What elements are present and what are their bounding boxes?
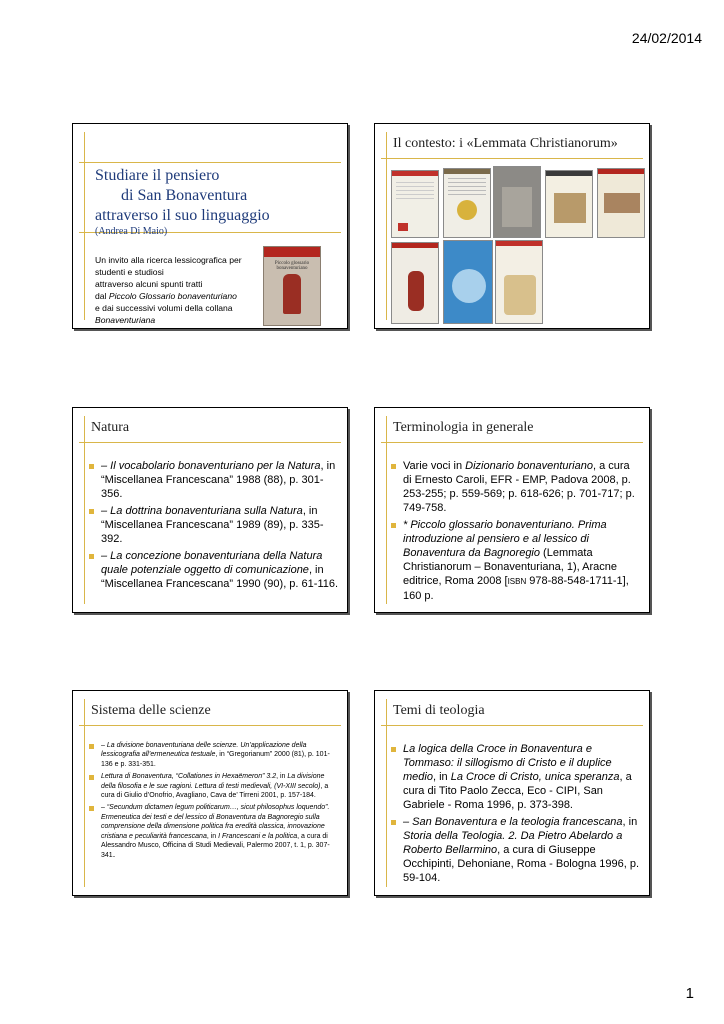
desc-line [95,290,265,302]
item-text: , a cura di Tito Paolo Zecca, Eco - CIPI, San Gabriele - Roma 1996, p. 373-398. [403,771,632,811]
title-line-1: Studiare il pensiero [95,167,220,184]
slide-title [95,166,270,226]
item-title: Storia della Teologia. 2. Da Pietro Abelardo a Roberto Bellarmino [403,830,623,856]
list-item [89,549,339,591]
item-title: I Francescani e la politica [218,832,298,840]
slide-temi-teologia [374,690,650,896]
accent-vertical-line [386,416,387,604]
item-text: , in “Miscellanea Francescana” 1989 (89), p. 335-392. [101,505,324,545]
list-item [391,518,641,603]
list-item [89,741,339,769]
book-cover-image [493,166,541,238]
item-text: , in [622,816,638,828]
item-text: (Lemmata Christianorum – Bonaventuriana, 1), Aracne editrice, Roma 2008 [ [403,547,618,587]
item-text: , a cura di Alessandro Musco, Officina di [101,832,328,850]
accent-horizontal-line [381,442,643,443]
author: (Andrea Di Maio) [95,226,168,237]
item-text: 978-88-548-1711-1], 160 p. [403,575,629,602]
list-item [391,742,641,812]
bibliography-list [391,459,641,606]
item-title: – “Secundum dictamen legum politicarum…, sicut philosophus loquendo”. Ermeneutica dei testi e del lessico di Bonaventura da Bagnoregio sulla comprensione della dimensione politica fra eredità classica, innovazione cristiana e peculiarità francescana [101,804,330,840]
item-title: – Il vocabolario bonaventuriano per la Natura [101,460,321,472]
item-title: – La dottrina bonaventuriana sulla Natura [101,505,303,517]
list-item [89,803,339,860]
slide-terminologia [374,407,650,613]
item-title: La Croce di Cristo, unica speranza [450,771,620,783]
list-item [89,772,339,800]
item-title: Lettura di Bonaventura, “Collationes in Hexaëmeron” 3.2 [101,773,277,781]
isbn-label: ISBN [507,577,527,586]
slide-title: Il contesto: i «Lemmata Christianorum» [393,136,618,151]
slide-studiare [72,123,348,329]
item-text: . [112,849,116,860]
item-text: , in [206,832,219,840]
book-cover-image [545,170,593,238]
book-cover-image [597,168,645,238]
desc-line: Un invito alla ricerca lessicografica per [95,255,242,265]
desc-text: dal [95,291,109,301]
accent-vertical-line [84,132,85,320]
slide-title: Sistema delle scienze [91,703,211,718]
slide-title: Terminologia in generale [393,420,534,435]
item-text: , in “Miscellanea Francescana” 1990 (90), p. 61-116. [101,564,339,590]
page-date: 24/02/2014 [631,30,702,46]
item-title: – La concezione bonaventuriana della Natura quale potenziale oggetto di comunicazione [101,550,323,576]
item-text: , a cura di Ernesto Caroli, EFR - EMP, Padova 2008, p. 253-255; p. 559-569; p. 618-626; p. 701-717; p. 749-758. [403,460,635,514]
item-text: Varie voci in [403,460,466,472]
bibliography-list [391,742,641,888]
accent-vertical-line [386,699,387,887]
book-cover-image [391,170,439,238]
slide-natura [72,407,348,613]
desc-line: attraverso alcuni spunti tratti [95,279,203,289]
book-cover-image [443,240,493,324]
item-text: , in [432,771,451,783]
accent-horizontal-line [381,158,643,159]
slide-title: Temi di teologia [393,703,485,718]
item-text: Roma - Bologna 1996, p. 59-104. [403,858,640,884]
list-item [89,459,339,501]
item-title: * Piccolo glossario bonaventuriano. Prima introduzione al pensiero e al lessico di Bonaventura da Bagnoregio [403,519,607,559]
item-text: , in “Gregorianum” 2000 (81), p. 101-136 e p. 331-351. [101,751,330,768]
item-text: , a cura di Giulio d’Onofrio, Avagliano, Cava de’ Tirreni 2001, p. 157-184. [101,782,329,800]
list-item [89,504,339,546]
accent-vertical-line [386,132,387,320]
desc-line: Bonaventuriana [95,315,156,325]
list-item [391,459,641,515]
accent-horizontal-line [381,725,643,726]
desc-italic: Piccolo Glossario bonaventuriano [108,291,237,301]
item-text: , in [276,773,288,781]
page-number: 1 [685,985,694,1002]
desc-line: studenti e studiosi [95,267,164,277]
item-title: Dizionario bonaventuriano [465,460,593,472]
book-cover-image [391,242,439,324]
slide-sistema-scienze [72,690,348,896]
item-title: – San Bonaventura e la teologia francescana [403,816,623,828]
slide-title: Natura [91,420,130,435]
accent-horizontal-line [79,442,341,443]
item-text: , in “Miscellanea Francescana” 1988 (88), p. 301-356. [101,460,336,500]
item-text: , a cura di Giuseppe Occhipinti, Dehoniane, [403,844,596,870]
slide-description [95,254,265,326]
book-cover-image [443,168,491,238]
item-text: Studi Medievali, Palermo 2007, t. 1, p. 307-341 [101,842,330,860]
title-line-2: di San Bonaventura [121,187,248,204]
book-cover-image: Piccolo glossario bonaventuriano [263,246,321,326]
item-title: – La divisione bonaventuriana delle scienze. Un’applicazione della lessicografia all’ermeneutica testuale [101,742,307,759]
accent-horizontal-line [79,725,341,726]
list-item [391,815,641,885]
desc-line: e dai successivi volumi della collana [95,303,233,313]
bibliography-list [89,741,339,864]
title-line-3: attraverso il suo linguaggio [95,207,270,224]
item-title: La divisione della filosofia e le sue ragioni. Lettura di testi medievali, (VI-XIII secolo) [101,773,325,790]
accent-top-line [79,162,341,163]
item-title: La logica della Croce in Bonaventura e Tommaso: il sillogismo di Cristo e il duplice medio [403,743,612,783]
accent-vertical-line [84,699,85,887]
bibliography-list [89,459,339,594]
book-cover-image [495,240,543,324]
slide-contesto [374,123,650,329]
accent-vertical-line [84,416,85,604]
